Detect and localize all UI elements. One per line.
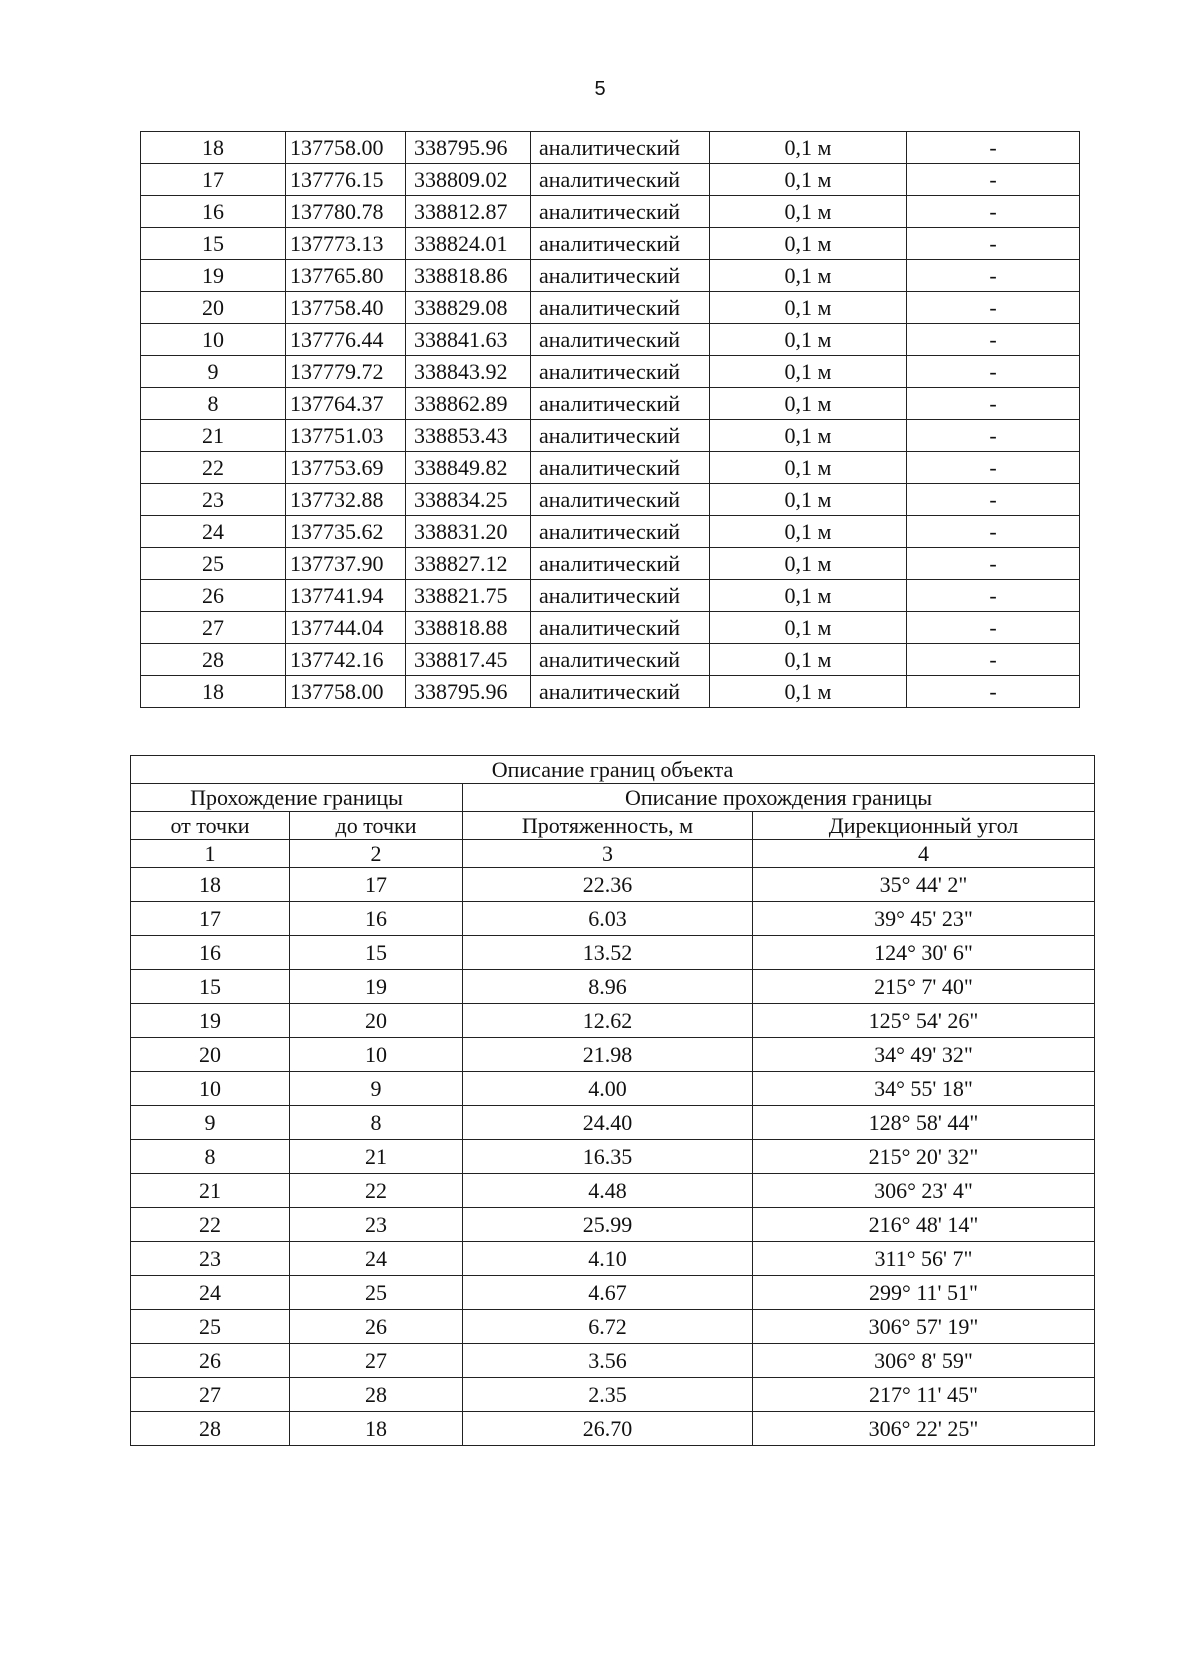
- to-point-cell: 20: [290, 1004, 463, 1038]
- angle-cell: 217° 11' 45": [753, 1378, 1095, 1412]
- method-cell: аналитический: [531, 388, 710, 420]
- to-point-cell: 21: [290, 1140, 463, 1174]
- boundary-table-title: Описание границ объекта: [131, 756, 1095, 784]
- length-cell: 8.96: [463, 970, 753, 1004]
- from-point-cell: 28: [131, 1412, 290, 1446]
- note-cell: -: [907, 164, 1080, 196]
- length-cell: 21.98: [463, 1038, 753, 1072]
- boundary-title-row: [131, 756, 1095, 784]
- x-coordinate-cell: 137764.37: [286, 388, 406, 420]
- note-cell: -: [907, 388, 1080, 420]
- note-cell: -: [907, 260, 1080, 292]
- angle-cell: 299° 11' 51": [753, 1276, 1095, 1310]
- length-cell: 2.35: [463, 1378, 753, 1412]
- column-number-2: 2: [290, 840, 463, 868]
- accuracy-cell: 0,1 м: [710, 612, 907, 644]
- y-coordinate-cell: 338821.75: [406, 580, 531, 612]
- x-coordinate-cell: 137758.40: [286, 292, 406, 324]
- y-coordinate-cell: 338849.82: [406, 452, 531, 484]
- from-point-cell: 25: [131, 1310, 290, 1344]
- x-coordinate-cell: 137776.15: [286, 164, 406, 196]
- coordinate-row: [141, 516, 1080, 548]
- angle-cell: 124° 30' 6": [753, 936, 1095, 970]
- method-cell: аналитический: [531, 196, 710, 228]
- coordinate-row: [141, 324, 1080, 356]
- point-number-cell: 28: [141, 644, 286, 676]
- point-number-cell: 8: [141, 388, 286, 420]
- length-cell: 16.35: [463, 1140, 753, 1174]
- column-header-from: от точки: [131, 812, 290, 840]
- method-cell: аналитический: [531, 324, 710, 356]
- y-coordinate-cell: 338841.63: [406, 324, 531, 356]
- note-cell: -: [907, 516, 1080, 548]
- coordinate-row: [141, 388, 1080, 420]
- point-number-cell: 26: [141, 580, 286, 612]
- boundary-row: [131, 1208, 1095, 1242]
- from-point-cell: 24: [131, 1276, 290, 1310]
- angle-cell: 125° 54' 26": [753, 1004, 1095, 1038]
- length-cell: 4.48: [463, 1174, 753, 1208]
- accuracy-cell: 0,1 м: [710, 420, 907, 452]
- accuracy-cell: 0,1 м: [710, 164, 907, 196]
- to-point-cell: 16: [290, 902, 463, 936]
- boundary-row: [131, 1242, 1095, 1276]
- coordinates-table: [140, 131, 1080, 708]
- point-number-cell: 9: [141, 356, 286, 388]
- angle-cell: 128° 58' 44": [753, 1106, 1095, 1140]
- from-point-cell: 18: [131, 868, 290, 902]
- y-coordinate-cell: 338862.89: [406, 388, 531, 420]
- method-cell: аналитический: [531, 228, 710, 260]
- boundary-row: [131, 1378, 1095, 1412]
- note-cell: -: [907, 548, 1080, 580]
- to-point-cell: 27: [290, 1344, 463, 1378]
- boundary-row: [131, 868, 1095, 902]
- accuracy-cell: 0,1 м: [710, 356, 907, 388]
- y-coordinate-cell: 338818.86: [406, 260, 531, 292]
- angle-cell: 306° 22' 25": [753, 1412, 1095, 1446]
- coordinate-row: [141, 228, 1080, 260]
- x-coordinate-cell: 137732.88: [286, 484, 406, 516]
- coordinate-row: [141, 452, 1080, 484]
- length-cell: 4.10: [463, 1242, 753, 1276]
- method-cell: аналитический: [531, 580, 710, 612]
- boundary-row: [131, 1038, 1095, 1072]
- y-coordinate-cell: 338829.08: [406, 292, 531, 324]
- accuracy-cell: 0,1 м: [710, 644, 907, 676]
- y-coordinate-cell: 338809.02: [406, 164, 531, 196]
- coordinate-row: [141, 420, 1080, 452]
- from-point-cell: 19: [131, 1004, 290, 1038]
- boundary-row: [131, 902, 1095, 936]
- x-coordinate-cell: 137751.03: [286, 420, 406, 452]
- x-coordinate-cell: 137753.69: [286, 452, 406, 484]
- from-point-cell: 15: [131, 970, 290, 1004]
- boundary-group-header-row: [131, 784, 1095, 812]
- from-point-cell: 21: [131, 1174, 290, 1208]
- to-point-cell: 25: [290, 1276, 463, 1310]
- boundary-row: [131, 1310, 1095, 1344]
- boundary-row: [131, 1412, 1095, 1446]
- note-cell: -: [907, 452, 1080, 484]
- y-coordinate-cell: 338843.92: [406, 356, 531, 388]
- angle-cell: 311° 56' 7": [753, 1242, 1095, 1276]
- point-number-cell: 18: [141, 676, 286, 708]
- point-number-cell: 25: [141, 548, 286, 580]
- x-coordinate-cell: 137737.90: [286, 548, 406, 580]
- point-number-cell: 27: [141, 612, 286, 644]
- angle-cell: 34° 55' 18": [753, 1072, 1095, 1106]
- accuracy-cell: 0,1 м: [710, 388, 907, 420]
- method-cell: аналитический: [531, 516, 710, 548]
- note-cell: -: [907, 132, 1080, 164]
- angle-cell: 35° 44' 2": [753, 868, 1095, 902]
- point-number-cell: 16: [141, 196, 286, 228]
- boundary-table-body: [131, 756, 1095, 1446]
- coordinate-row: [141, 260, 1080, 292]
- note-cell: -: [907, 484, 1080, 516]
- boundary-row: [131, 970, 1095, 1004]
- from-point-cell: 16: [131, 936, 290, 970]
- angle-cell: 216° 48' 14": [753, 1208, 1095, 1242]
- accuracy-cell: 0,1 м: [710, 132, 907, 164]
- note-cell: -: [907, 292, 1080, 324]
- x-coordinate-cell: 137773.13: [286, 228, 406, 260]
- y-coordinate-cell: 338817.45: [406, 644, 531, 676]
- column-number-3: 3: [463, 840, 753, 868]
- x-coordinate-cell: 137765.80: [286, 260, 406, 292]
- page-number: 5: [594, 78, 606, 100]
- accuracy-cell: 0,1 м: [710, 676, 907, 708]
- from-point-cell: 23: [131, 1242, 290, 1276]
- accuracy-cell: 0,1 м: [710, 292, 907, 324]
- to-point-cell: 18: [290, 1412, 463, 1446]
- note-cell: -: [907, 676, 1080, 708]
- length-cell: 24.40: [463, 1106, 753, 1140]
- angle-cell: 215° 7' 40": [753, 970, 1095, 1004]
- coordinate-row: [141, 164, 1080, 196]
- note-cell: -: [907, 420, 1080, 452]
- angle-cell: 39° 45' 23": [753, 902, 1095, 936]
- method-cell: аналитический: [531, 644, 710, 676]
- boundary-row: [131, 1106, 1095, 1140]
- coordinate-row: [141, 548, 1080, 580]
- point-number-cell: 17: [141, 164, 286, 196]
- from-point-cell: 10: [131, 1072, 290, 1106]
- method-cell: аналитический: [531, 356, 710, 388]
- to-point-cell: 22: [290, 1174, 463, 1208]
- point-number-cell: 24: [141, 516, 286, 548]
- to-point-cell: 17: [290, 868, 463, 902]
- note-cell: -: [907, 612, 1080, 644]
- from-point-cell: 9: [131, 1106, 290, 1140]
- from-point-cell: 22: [131, 1208, 290, 1242]
- coordinate-row: [141, 580, 1080, 612]
- to-point-cell: 26: [290, 1310, 463, 1344]
- note-cell: -: [907, 324, 1080, 356]
- to-point-cell: 19: [290, 970, 463, 1004]
- x-coordinate-cell: 137741.94: [286, 580, 406, 612]
- point-number-cell: 18: [141, 132, 286, 164]
- method-cell: аналитический: [531, 292, 710, 324]
- x-coordinate-cell: 137776.44: [286, 324, 406, 356]
- method-cell: аналитический: [531, 260, 710, 292]
- y-coordinate-cell: 338853.43: [406, 420, 531, 452]
- point-number-cell: 21: [141, 420, 286, 452]
- y-coordinate-cell: 338812.87: [406, 196, 531, 228]
- group-header-description: Описание прохождения границы: [463, 784, 1095, 812]
- coordinate-row: [141, 676, 1080, 708]
- note-cell: -: [907, 228, 1080, 260]
- length-cell: 3.56: [463, 1344, 753, 1378]
- y-coordinate-cell: 338818.88: [406, 612, 531, 644]
- angle-cell: 306° 57' 19": [753, 1310, 1095, 1344]
- angle-cell: 306° 8' 59": [753, 1344, 1095, 1378]
- point-number-cell: 19: [141, 260, 286, 292]
- y-coordinate-cell: 338827.12: [406, 548, 531, 580]
- accuracy-cell: 0,1 м: [710, 228, 907, 260]
- y-coordinate-cell: 338831.20: [406, 516, 531, 548]
- x-coordinate-cell: 137780.78: [286, 196, 406, 228]
- method-cell: аналитический: [531, 548, 710, 580]
- length-cell: 26.70: [463, 1412, 753, 1446]
- note-cell: -: [907, 356, 1080, 388]
- note-cell: -: [907, 580, 1080, 612]
- x-coordinate-cell: 137735.62: [286, 516, 406, 548]
- method-cell: аналитический: [531, 612, 710, 644]
- method-cell: аналитический: [531, 452, 710, 484]
- coordinate-row: [141, 356, 1080, 388]
- accuracy-cell: 0,1 м: [710, 580, 907, 612]
- length-cell: 4.00: [463, 1072, 753, 1106]
- from-point-cell: 27: [131, 1378, 290, 1412]
- method-cell: аналитический: [531, 132, 710, 164]
- point-number-cell: 23: [141, 484, 286, 516]
- length-cell: 25.99: [463, 1208, 753, 1242]
- boundary-row: [131, 1276, 1095, 1310]
- column-number-1: 1: [131, 840, 290, 868]
- coordinate-row: [141, 196, 1080, 228]
- x-coordinate-cell: 137758.00: [286, 676, 406, 708]
- length-cell: 12.62: [463, 1004, 753, 1038]
- point-number-cell: 15: [141, 228, 286, 260]
- from-point-cell: 8: [131, 1140, 290, 1174]
- boundary-row: [131, 1174, 1095, 1208]
- group-header-passage: Прохождение границы: [131, 784, 463, 812]
- point-number-cell: 22: [141, 452, 286, 484]
- from-point-cell: 20: [131, 1038, 290, 1072]
- coordinate-row: [141, 132, 1080, 164]
- method-cell: аналитический: [531, 676, 710, 708]
- boundary-description-table: [130, 755, 1095, 1446]
- accuracy-cell: 0,1 м: [710, 324, 907, 356]
- coordinate-row: [141, 612, 1080, 644]
- accuracy-cell: 0,1 м: [710, 484, 907, 516]
- boundary-row: [131, 936, 1095, 970]
- column-header-angle: Дирекционный угол: [753, 812, 1095, 840]
- note-cell: -: [907, 196, 1080, 228]
- boundary-row: [131, 1072, 1095, 1106]
- point-number-cell: 10: [141, 324, 286, 356]
- to-point-cell: 28: [290, 1378, 463, 1412]
- accuracy-cell: 0,1 м: [710, 548, 907, 580]
- x-coordinate-cell: 137758.00: [286, 132, 406, 164]
- length-cell: 22.36: [463, 868, 753, 902]
- column-header-length: Протяженность, м: [463, 812, 753, 840]
- method-cell: аналитический: [531, 420, 710, 452]
- accuracy-cell: 0,1 м: [710, 452, 907, 484]
- coordinate-row: [141, 292, 1080, 324]
- column-header-to: до точки: [290, 812, 463, 840]
- boundary-row: [131, 1344, 1095, 1378]
- y-coordinate-cell: 338824.01: [406, 228, 531, 260]
- to-point-cell: 23: [290, 1208, 463, 1242]
- to-point-cell: 15: [290, 936, 463, 970]
- note-cell: -: [907, 644, 1080, 676]
- y-coordinate-cell: 338795.96: [406, 676, 531, 708]
- angle-cell: 215° 20' 32": [753, 1140, 1095, 1174]
- length-cell: 6.72: [463, 1310, 753, 1344]
- from-point-cell: 26: [131, 1344, 290, 1378]
- boundary-row: [131, 1140, 1095, 1174]
- angle-cell: 34° 49' 32": [753, 1038, 1095, 1072]
- coordinate-row: [141, 484, 1080, 516]
- accuracy-cell: 0,1 м: [710, 196, 907, 228]
- method-cell: аналитический: [531, 164, 710, 196]
- y-coordinate-cell: 338834.25: [406, 484, 531, 516]
- from-point-cell: 17: [131, 902, 290, 936]
- length-cell: 6.03: [463, 902, 753, 936]
- length-cell: 4.67: [463, 1276, 753, 1310]
- coordinates-table-body: [141, 132, 1080, 708]
- length-cell: 13.52: [463, 936, 753, 970]
- to-point-cell: 9: [290, 1072, 463, 1106]
- y-coordinate-cell: 338795.96: [406, 132, 531, 164]
- x-coordinate-cell: 137742.16: [286, 644, 406, 676]
- column-number-4: 4: [753, 840, 1095, 868]
- x-coordinate-cell: 137779.72: [286, 356, 406, 388]
- method-cell: аналитический: [531, 484, 710, 516]
- boundary-column-header-row: [131, 812, 1095, 840]
- to-point-cell: 10: [290, 1038, 463, 1072]
- to-point-cell: 8: [290, 1106, 463, 1140]
- accuracy-cell: 0,1 м: [710, 516, 907, 548]
- to-point-cell: 24: [290, 1242, 463, 1276]
- accuracy-cell: 0,1 м: [710, 260, 907, 292]
- boundary-column-number-row: [131, 840, 1095, 868]
- boundary-row: [131, 1004, 1095, 1038]
- point-number-cell: 20: [141, 292, 286, 324]
- x-coordinate-cell: 137744.04: [286, 612, 406, 644]
- angle-cell: 306° 23' 4": [753, 1174, 1095, 1208]
- coordinate-row: [141, 644, 1080, 676]
